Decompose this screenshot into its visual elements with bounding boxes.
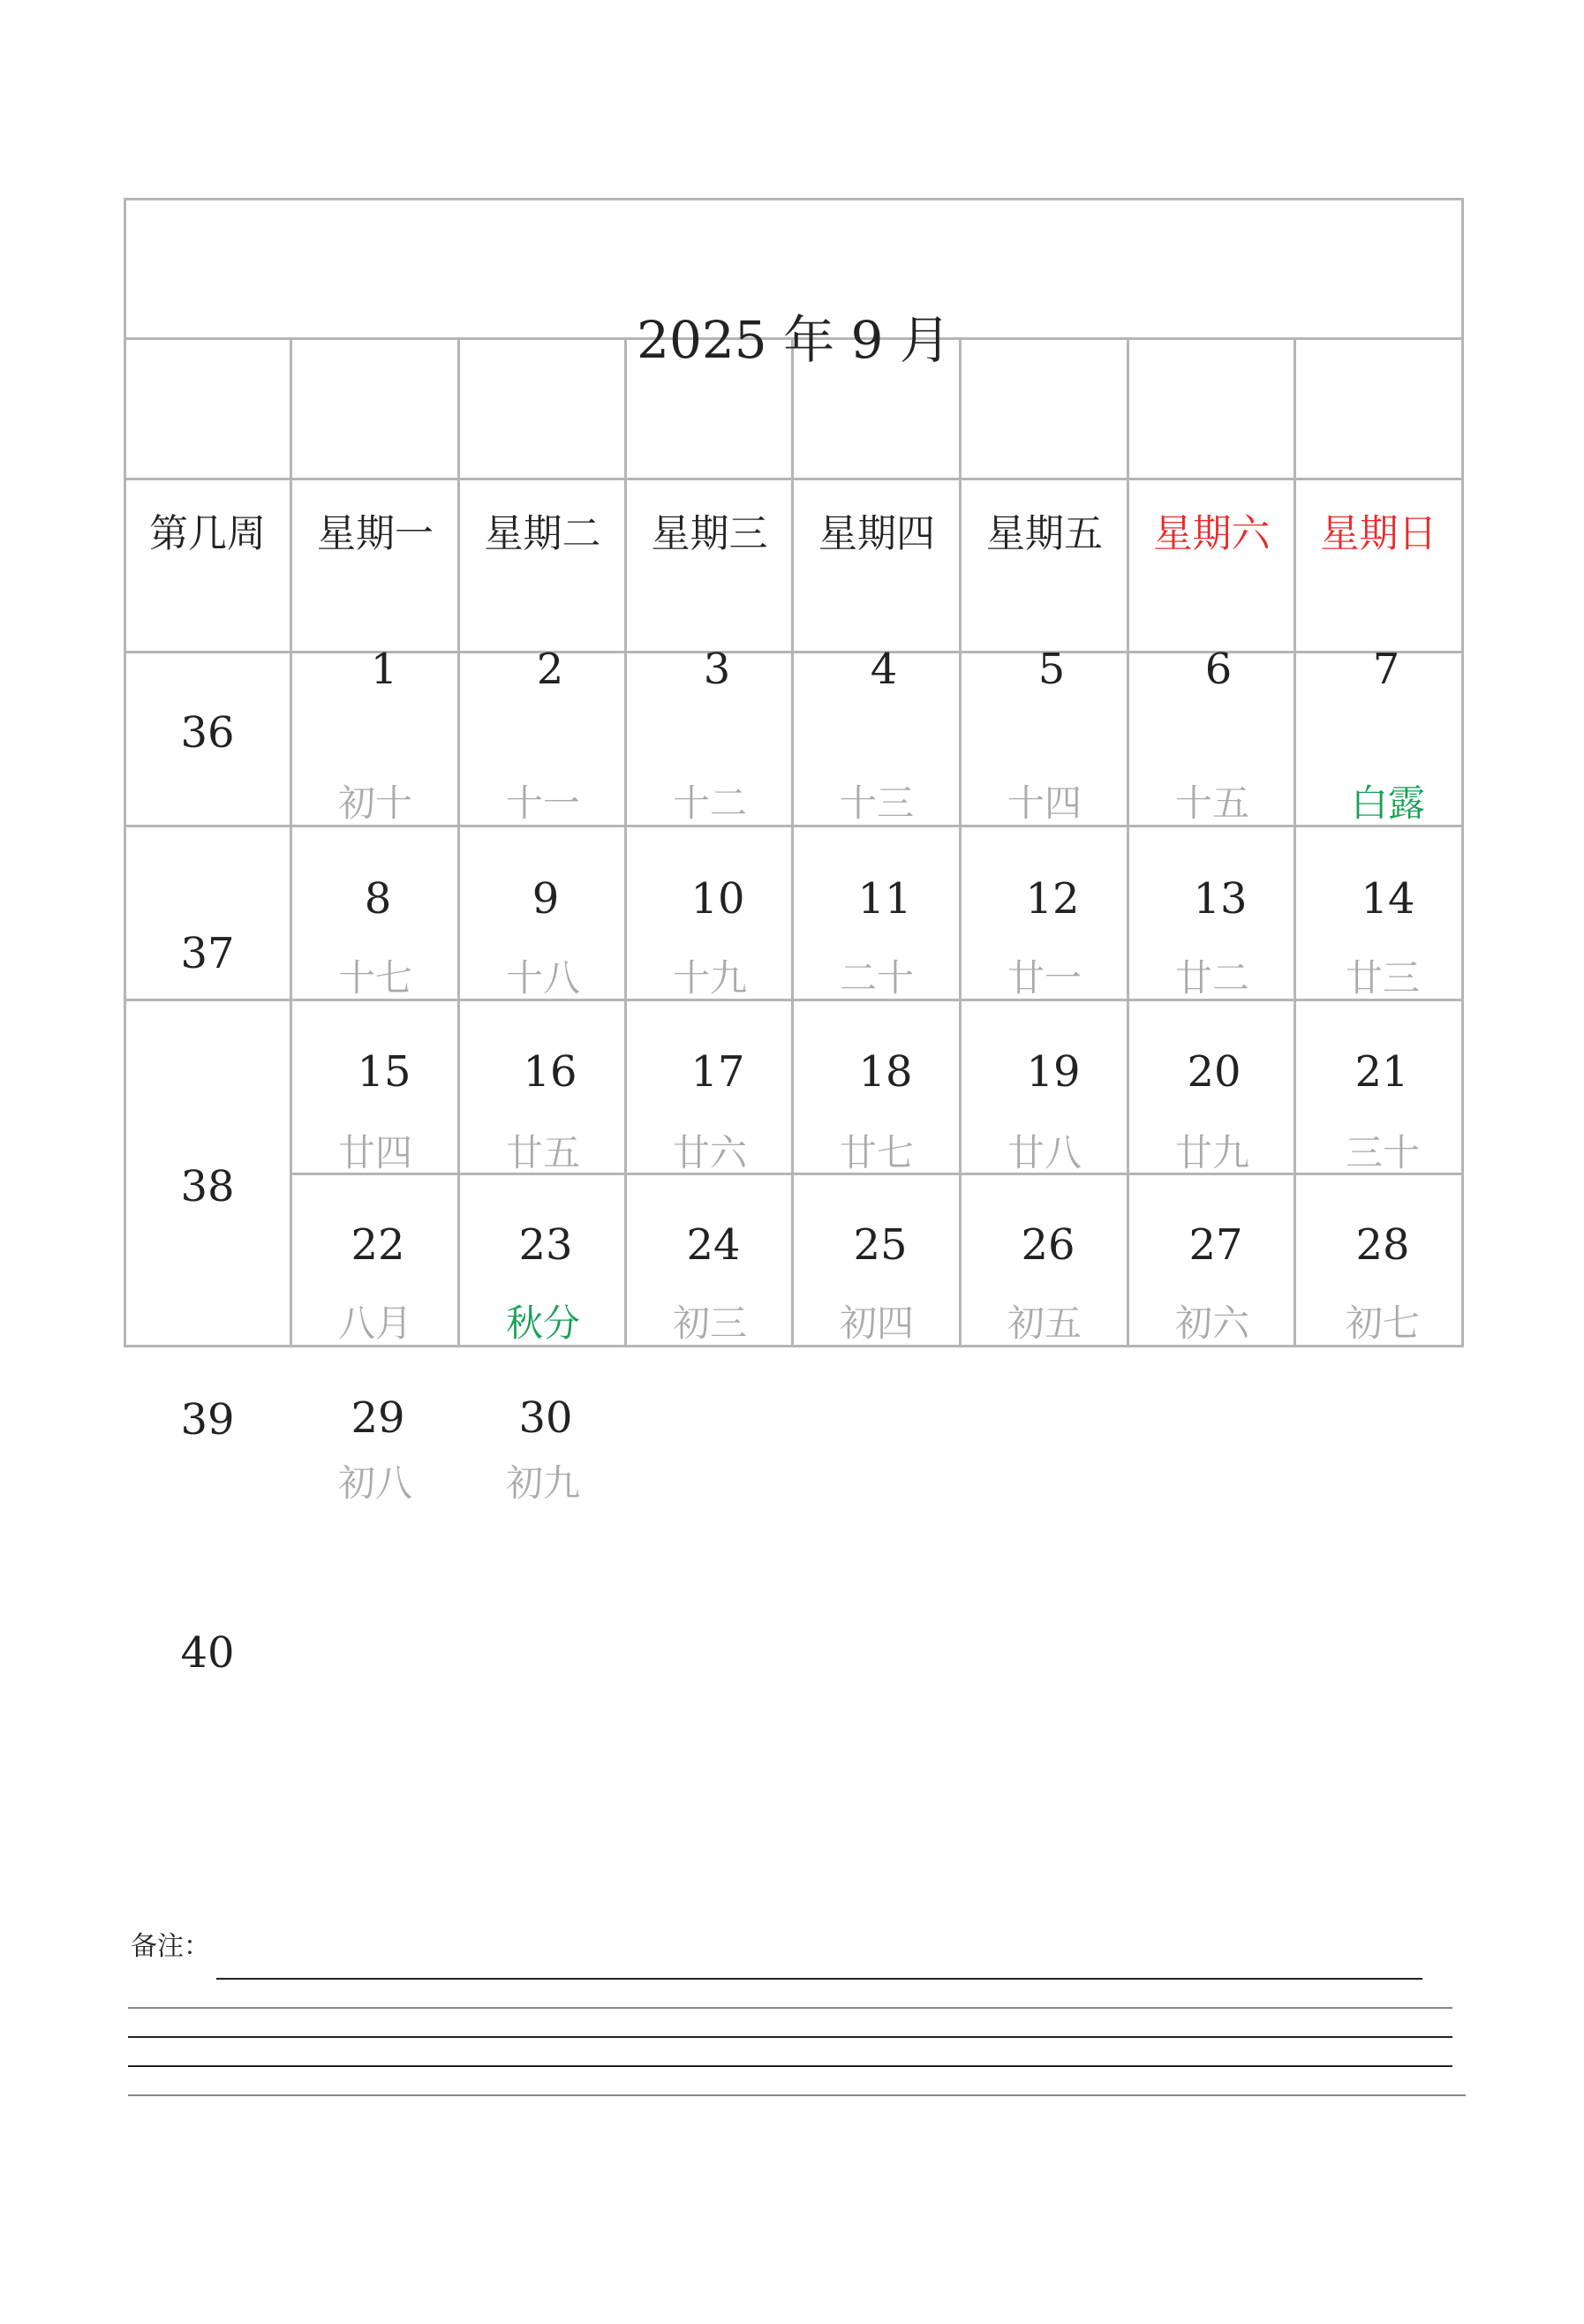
grid-line-v5 (959, 337, 962, 1347)
week-number: 36 (180, 708, 235, 758)
lunar-date: 廿六 (672, 1131, 747, 1174)
lunar-date: 廿五 (505, 1131, 580, 1174)
day-number: 10 (690, 874, 745, 924)
day-number: 29 (351, 1393, 405, 1443)
day-number: 17 (690, 1047, 745, 1097)
lunar-date: 廿八 (1007, 1131, 1082, 1174)
solar-term-label: 秋分 (505, 1302, 580, 1345)
grid-line-v7 (1294, 337, 1296, 1347)
weekday-header-fri: 星期五 (986, 511, 1103, 556)
lunar-date: 八月 (337, 1302, 412, 1345)
lunar-date: 廿四 (337, 1131, 412, 1174)
lunar-date: 初四 (839, 1302, 914, 1345)
grid-line-v6 (1127, 337, 1129, 1347)
lunar-date: 廿二 (1174, 956, 1249, 1000)
grid-line-v3 (624, 337, 627, 1347)
day-number: 20 (1187, 1047, 1241, 1097)
day-number: 6 (1204, 645, 1233, 694)
day-number: 5 (1037, 645, 1066, 694)
lunar-date: 十三 (839, 781, 914, 825)
lunar-date: 初九 (505, 1461, 580, 1505)
day-number: 16 (523, 1047, 577, 1097)
day-number: 14 (1361, 874, 1415, 924)
day-number: 30 (518, 1393, 573, 1443)
day-number: 9 (532, 874, 560, 924)
lunar-date: 二十 (839, 956, 914, 1000)
day-number: 3 (703, 645, 731, 694)
day-number: 28 (1355, 1220, 1410, 1270)
weekday-header-thu: 星期四 (818, 511, 935, 556)
lunar-date: 十一 (505, 781, 580, 825)
day-number: 15 (357, 1047, 411, 1097)
day-number: 22 (351, 1220, 405, 1270)
week-number-header: 第几周 (149, 511, 266, 556)
day-number: 19 (1026, 1047, 1081, 1097)
lunar-date: 初八 (337, 1461, 412, 1505)
weekday-header-tue: 星期二 (484, 511, 601, 556)
notes-line[interactable] (128, 2007, 1452, 2009)
notes-label: 备注： (131, 1931, 210, 1962)
day-number: 8 (364, 874, 392, 924)
day-number: 18 (858, 1047, 913, 1097)
day-number: 4 (870, 645, 898, 694)
day-number: 11 (857, 874, 912, 924)
day-number: 21 (1354, 1047, 1409, 1097)
weekday-header-mon: 星期一 (317, 511, 434, 556)
day-number: 27 (1188, 1220, 1243, 1270)
grid-frame-top (124, 198, 1464, 200)
lunar-date: 廿九 (1174, 1131, 1249, 1174)
day-number: 13 (1193, 874, 1248, 924)
notes-line[interactable] (216, 1978, 1422, 1980)
day-number: 25 (853, 1220, 908, 1270)
lunar-date: 廿三 (1345, 956, 1420, 1000)
grid-line-v2 (457, 337, 460, 1347)
notes-line[interactable] (128, 2065, 1452, 2067)
day-number: 2 (536, 645, 564, 694)
day-number: 26 (1021, 1220, 1075, 1270)
week-number: 40 (180, 1628, 235, 1678)
lunar-date: 十九 (672, 956, 747, 1000)
week-number: 39 (180, 1395, 235, 1445)
weekday-header-sat: 星期六 (1153, 511, 1271, 556)
grid-line-v4 (791, 337, 794, 1347)
notes-line[interactable] (128, 2036, 1452, 2038)
lunar-date: 廿七 (839, 1131, 914, 1174)
lunar-date: 初五 (1007, 1302, 1082, 1345)
lunar-date: 十八 (505, 956, 580, 1000)
lunar-date: 十七 (337, 956, 412, 1000)
day-number: 23 (518, 1220, 573, 1270)
grid-line-h2 (124, 478, 1464, 480)
notes-line[interactable] (128, 2094, 1466, 2096)
lunar-date: 初七 (1345, 1302, 1420, 1345)
day-number: 1 (370, 645, 398, 694)
lunar-date: 十四 (1007, 781, 1082, 825)
lunar-date: 初十 (337, 781, 412, 825)
lunar-date: 三十 (1345, 1131, 1420, 1174)
weekday-header-wed: 星期三 (651, 511, 768, 556)
solar-term-label: 白露 (1350, 781, 1425, 825)
lunar-date: 十二 (672, 781, 747, 825)
week-number: 37 (180, 929, 235, 978)
weekday-header-sun: 星期日 (1320, 511, 1437, 556)
lunar-date: 廿一 (1007, 956, 1082, 1000)
lunar-date: 初六 (1174, 1302, 1249, 1345)
day-number: 24 (686, 1220, 741, 1270)
lunar-date: 初三 (672, 1302, 747, 1345)
calendar-title: 2025 年 9 月 (637, 310, 951, 370)
lunar-date: 十五 (1174, 781, 1249, 825)
week-number: 38 (180, 1162, 235, 1211)
day-number: 12 (1025, 874, 1080, 924)
day-number: 7 (1372, 645, 1400, 694)
